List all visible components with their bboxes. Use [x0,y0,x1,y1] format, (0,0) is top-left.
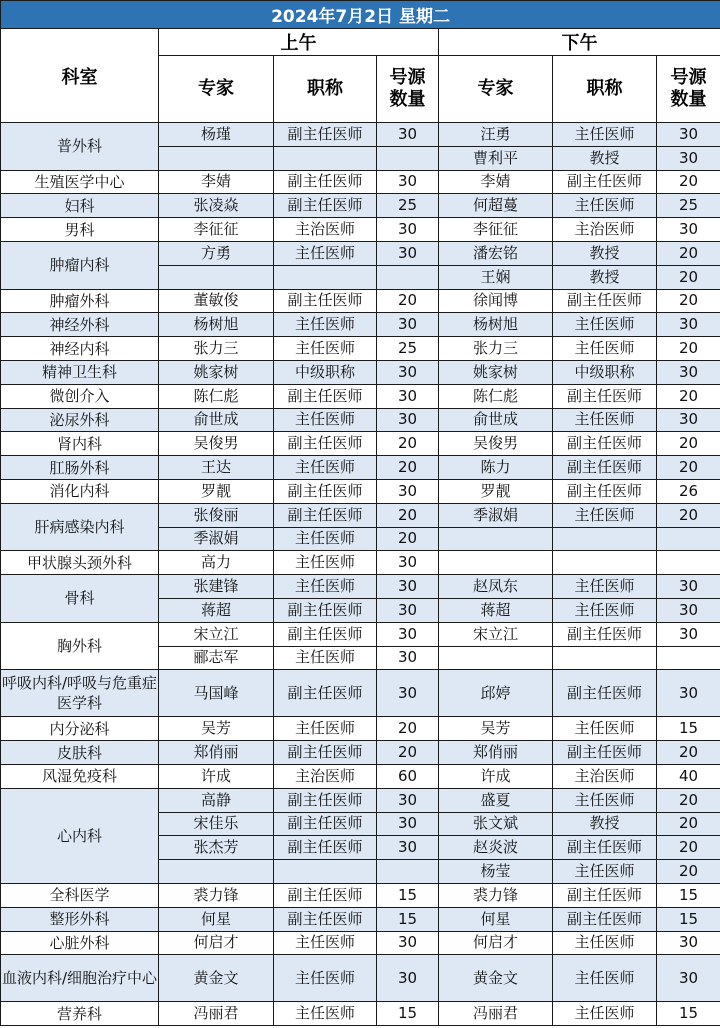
table-row [1,408,720,432]
pm-rank-cell: 副主任医师 [553,670,657,717]
department-cell: 风湿免疫科 [1,764,159,788]
am-rank-cell: 主任医师 [274,931,377,955]
am-quota-cell: 30 [377,360,439,384]
am-expert-cell: 何启才 [159,931,274,955]
pm-rank-cell: 副主任医师 [553,432,657,456]
am-expert-cell: 裘力锋 [159,883,274,907]
am-rank-cell: 副主任医师 [274,598,377,622]
pm-quota-cell: 30 [657,408,720,432]
department-cell: 甲状腺头颈外科 [1,551,159,575]
am-quota-cell: 30 [377,836,439,860]
am-quota-cell: 15 [377,883,439,907]
table-row [1,717,720,741]
am-expert-cell: 何星 [159,907,274,931]
pm-rank-cell: 主任医师 [553,717,657,741]
pm-rank-cell [553,551,657,575]
am-quota-cell [377,860,439,884]
am-quota-cell: 30 [377,646,439,670]
department-cell: 胸外科 [1,622,159,670]
department-cell: 肝病感染内科 [1,503,159,551]
pm-rank-cell: 主治医师 [553,764,657,788]
am-rank-cell: 副主任医师 [274,622,377,646]
table-row [1,503,720,527]
schedule-body [1,123,720,1026]
am-expert-cell: 吴芳 [159,717,274,741]
pm-expert-cell: 曹利平 [439,146,553,170]
am-quota-cell: 20 [377,527,439,551]
pm-expert-cell [439,551,553,575]
pm-expert-cell: 冯丽君 [439,1002,553,1026]
am-rank-cell: 主任医师 [274,717,377,741]
pm-quota-cell: 30 [657,598,720,622]
table-row [1,551,720,575]
table-row [1,289,720,313]
am-rank-cell: 副主任医师 [274,670,377,717]
pm-quota-cell: 20 [657,456,720,480]
department-cell: 心内科 [1,788,159,883]
department-cell: 泌尿外科 [1,408,159,432]
am-expert-cell: 许成 [159,764,274,788]
am-rank-cell [274,860,377,884]
pm-rank-cell [553,646,657,670]
am-quota-cell: 20 [377,741,439,765]
am-quota-cell: 20 [377,717,439,741]
am-quota-cell: 30 [377,170,439,194]
am-quota-cell: 30 [377,955,439,1002]
am-expert-cell: 马国峰 [159,670,274,717]
pm-rank-cell: 主任医师 [553,408,657,432]
pm-rank-cell: 主任医师 [553,575,657,599]
am-expert-cell: 蒋超 [159,598,274,622]
pm-rank-cell: 主任医师 [553,123,657,147]
pm-expert-cell: 罗靓 [439,479,553,503]
am-quota-cell [377,265,439,289]
am-rank-cell: 副主任医师 [274,289,377,313]
department-cell: 神经外科 [1,313,159,337]
am-quota-cell: 30 [377,479,439,503]
am-expert-cell: 张力三 [159,337,274,361]
pm-quota-cell: 20 [657,265,720,289]
pm-expert-cell: 吴芳 [439,717,553,741]
pm-quota-cell: 30 [657,955,720,1002]
am-quota-cell: 30 [377,241,439,265]
pm-expert-cell: 邱婷 [439,670,553,717]
am-rank-cell: 主任医师 [274,408,377,432]
department-cell: 生殖医学中心 [1,170,159,194]
header-afternoon: 下午 [439,29,720,56]
am-expert-cell: 张杰芳 [159,836,274,860]
am-expert-cell: 宋佳乐 [159,812,274,836]
pm-rank-cell: 教授 [553,146,657,170]
am-rank-cell: 副主任医师 [274,812,377,836]
pm-quota-cell: 20 [657,836,720,860]
am-rank-cell: 副主任医师 [274,836,377,860]
pm-expert-cell: 张力三 [439,337,553,361]
pm-quota-cell: 30 [657,123,720,147]
pm-expert-cell: 潘宏铭 [439,241,553,265]
pm-expert-cell: 陈仁彪 [439,384,553,408]
pm-expert-cell: 盛夏 [439,788,553,812]
pm-quota-cell: 20 [657,812,720,836]
pm-quota-cell [657,646,720,670]
header-pm-rank: 职称 [553,56,657,123]
am-expert-cell: 杨树旭 [159,313,274,337]
pm-expert-cell: 赵凤东 [439,575,553,599]
am-expert-cell: 宋立江 [159,622,274,646]
table-row [1,670,720,717]
header-am-quota: 号源 数量 [377,56,439,123]
pm-rank-cell: 主任医师 [553,931,657,955]
am-quota-cell: 15 [377,1002,439,1026]
pm-quota-cell: 20 [657,741,720,765]
pm-expert-cell: 李征征 [439,218,553,242]
department-cell: 男科 [1,218,159,242]
am-quota-cell: 60 [377,764,439,788]
department-cell: 普外科 [1,123,159,171]
am-rank-cell: 主任医师 [274,575,377,599]
am-rank-cell: 副主任医师 [274,788,377,812]
am-rank-cell [274,265,377,289]
am-expert-cell: 俞世成 [159,408,274,432]
am-rank-cell: 主任医师 [274,337,377,361]
pm-quota-cell: 30 [657,313,720,337]
am-rank-cell: 副主任医师 [274,170,377,194]
pm-rank-cell: 主治医师 [553,218,657,242]
table-row [1,741,720,765]
table-row [1,218,720,242]
am-rank-cell: 副主任医师 [274,503,377,527]
pm-quota-cell: 30 [657,360,720,384]
table-row [1,360,720,384]
pm-quota-cell: 15 [657,1002,720,1026]
am-expert-cell: 吴俊男 [159,432,274,456]
am-rank-cell: 主任医师 [274,527,377,551]
pm-expert-cell: 赵炎波 [439,836,553,860]
pm-rank-cell: 主任医师 [553,788,657,812]
am-rank-cell: 副主任医师 [274,479,377,503]
pm-rank-cell: 副主任医师 [553,907,657,931]
department-cell: 妇科 [1,194,159,218]
am-expert-cell: 季淑娟 [159,527,274,551]
am-expert-cell: 李征征 [159,218,274,242]
am-expert-cell: 张凌焱 [159,194,274,218]
pm-rank-cell: 主任医师 [553,313,657,337]
am-expert-cell [159,860,274,884]
pm-rank-cell: 教授 [553,241,657,265]
am-rank-cell: 副主任医师 [274,883,377,907]
department-cell: 肾内科 [1,432,159,456]
department-cell: 神经内科 [1,337,159,361]
department-cell: 消化内科 [1,479,159,503]
pm-quota-cell: 20 [657,384,720,408]
table-row [1,241,720,265]
am-expert-cell: 王达 [159,456,274,480]
am-quota-cell: 30 [377,812,439,836]
pm-quota-cell: 20 [657,788,720,812]
am-expert-cell [159,265,274,289]
am-quota-cell: 30 [377,622,439,646]
am-rank-cell: 副主任医师 [274,194,377,218]
pm-quota-cell: 20 [657,432,720,456]
department-cell: 皮肤科 [1,741,159,765]
pm-quota-cell: 30 [657,575,720,599]
am-rank-cell: 主任医师 [274,1002,377,1026]
pm-expert-cell: 陈力 [439,456,553,480]
pm-expert-cell: 裘力锋 [439,883,553,907]
pm-rank-cell: 主任医师 [553,503,657,527]
am-expert-cell: 张俊丽 [159,503,274,527]
pm-rank-cell: 副主任医师 [553,622,657,646]
am-expert-cell [159,146,274,170]
am-expert-cell: 陈仁彪 [159,384,274,408]
pm-expert-cell: 蒋超 [439,598,553,622]
am-quota-cell: 30 [377,931,439,955]
table-row [1,1002,720,1026]
department-cell: 呼吸内科/呼吸与危重症医学科 [1,670,159,717]
am-rank-cell: 副主任医师 [274,741,377,765]
am-quota-cell: 20 [377,456,439,480]
am-expert-cell: 罗靓 [159,479,274,503]
pm-rank-cell: 副主任医师 [553,883,657,907]
header-am-expert: 专家 [159,56,274,123]
table-row [1,432,720,456]
header-pm-quota: 号源 数量 [657,56,720,123]
pm-quota-cell: 30 [657,218,720,242]
table-row [1,764,720,788]
pm-expert-cell: 何超蔓 [439,194,553,218]
am-quota-cell: 20 [377,503,439,527]
am-rank-cell: 主任医师 [274,456,377,480]
department-cell: 血液内科/细胞治疗中心 [1,955,159,1002]
am-expert-cell: 董敏俊 [159,289,274,313]
pm-quota-cell [657,527,720,551]
pm-expert-cell: 许成 [439,764,553,788]
table-row [1,955,720,1002]
am-expert-cell: 姚家树 [159,360,274,384]
am-quota-cell: 30 [377,123,439,147]
pm-quota-cell: 40 [657,764,720,788]
am-rank-cell: 主任医师 [274,241,377,265]
pm-expert-cell: 何星 [439,907,553,931]
table-row [1,313,720,337]
pm-quota-cell: 20 [657,503,720,527]
pm-expert-cell: 李婧 [439,170,553,194]
am-rank-cell: 中级职称 [274,360,377,384]
am-rank-cell: 主任医师 [274,551,377,575]
am-rank-cell: 主任医师 [274,955,377,1002]
pm-expert-cell: 徐闻博 [439,289,553,313]
pm-rank-cell: 副主任医师 [553,479,657,503]
department-cell: 精神卫生科 [1,360,159,384]
table-row [1,575,720,599]
am-rank-cell: 副主任医师 [274,384,377,408]
table-row [1,788,720,812]
pm-expert-cell: 宋立江 [439,622,553,646]
department-cell: 整形外科 [1,907,159,931]
pm-rank-cell: 副主任医师 [553,384,657,408]
am-rank-cell: 副主任医师 [274,123,377,147]
pm-rank-cell: 副主任医师 [553,836,657,860]
pm-expert-cell: 季淑娟 [439,503,553,527]
pm-rank-cell: 副主任医师 [553,741,657,765]
am-rank-cell: 副主任医师 [274,907,377,931]
header-morning: 上午 [159,29,439,56]
pm-rank-cell: 副主任医师 [553,289,657,313]
table-row [1,931,720,955]
am-expert-cell: 杨瑾 [159,123,274,147]
am-quota-cell: 30 [377,598,439,622]
am-quota-cell: 30 [377,218,439,242]
pm-quota-cell: 26 [657,479,720,503]
pm-expert-cell: 吴俊男 [439,432,553,456]
pm-expert-cell: 汪勇 [439,123,553,147]
am-quota-cell: 30 [377,384,439,408]
am-rank-cell: 主治医师 [274,218,377,242]
department-cell: 微创介入 [1,384,159,408]
department-cell: 营养科 [1,1002,159,1026]
pm-rank-cell: 教授 [553,265,657,289]
pm-expert-cell [439,527,553,551]
am-rank-cell [274,146,377,170]
am-rank-cell: 主任医师 [274,646,377,670]
am-quota-cell: 15 [377,907,439,931]
am-quota-cell: 25 [377,337,439,361]
pm-quota-cell [657,551,720,575]
table-row [1,194,720,218]
table-row [1,123,720,147]
department-cell: 内分泌科 [1,717,159,741]
department-cell: 肿瘤外科 [1,289,159,313]
am-rank-cell: 副主任医师 [274,432,377,456]
pm-quota-cell: 25 [657,194,720,218]
pm-rank-cell: 主任医师 [553,1002,657,1026]
table-row [1,456,720,480]
am-quota-cell: 30 [377,551,439,575]
am-expert-cell: 高力 [159,551,274,575]
pm-quota-cell: 15 [657,883,720,907]
am-expert-cell: 张建锋 [159,575,274,599]
pm-expert-cell: 张文斌 [439,812,553,836]
am-expert-cell: 冯丽君 [159,1002,274,1026]
pm-expert-cell: 姚家树 [439,360,553,384]
table-row [1,622,720,646]
pm-quota-cell: 20 [657,860,720,884]
am-expert-cell: 郑俏丽 [159,741,274,765]
table-row [1,170,720,194]
page-title: 2024年7月2日 星期二 [1,1,720,29]
pm-expert-cell: 俞世成 [439,408,553,432]
pm-expert-cell: 王娴 [439,265,553,289]
am-quota-cell: 30 [377,408,439,432]
pm-expert-cell: 何启才 [439,931,553,955]
pm-quota-cell: 20 [657,241,720,265]
pm-quota-cell: 20 [657,289,720,313]
pm-rank-cell: 主任医师 [553,598,657,622]
pm-quota-cell: 30 [657,670,720,717]
department-cell: 肿瘤内科 [1,241,159,289]
am-expert-cell: 李婧 [159,170,274,194]
pm-expert-cell [439,646,553,670]
am-quota-cell [377,146,439,170]
pm-rank-cell: 主任医师 [553,860,657,884]
am-expert-cell: 郦志军 [159,646,274,670]
am-quota-cell: 30 [377,575,439,599]
am-quota-cell: 30 [377,670,439,717]
am-quota-cell: 20 [377,289,439,313]
pm-expert-cell: 黄金文 [439,955,553,1002]
pm-rank-cell: 中级职称 [553,360,657,384]
header-am-rank: 职称 [274,56,377,123]
pm-quota-cell: 30 [657,622,720,646]
pm-quota-cell: 15 [657,717,720,741]
department-cell: 全科医学 [1,883,159,907]
pm-rank-cell [553,527,657,551]
department-cell: 肛肠外科 [1,456,159,480]
table-row [1,883,720,907]
pm-rank-cell: 主任医师 [553,194,657,218]
am-rank-cell: 主任医师 [274,313,377,337]
am-expert-cell: 方勇 [159,241,274,265]
am-quota-cell: 25 [377,194,439,218]
pm-expert-cell: 杨树旭 [439,313,553,337]
pm-quota-cell: 30 [657,931,720,955]
pm-rank-cell: 教授 [553,812,657,836]
am-expert-cell: 高静 [159,788,274,812]
pm-rank-cell: 主任医师 [553,337,657,361]
department-cell: 骨科 [1,575,159,623]
pm-rank-cell: 主任医师 [553,955,657,1002]
header-department: 科室 [1,29,159,123]
am-quota-cell: 20 [377,432,439,456]
pm-expert-cell: 杨莹 [439,860,553,884]
department-cell: 心脏外科 [1,931,159,955]
am-quota-cell: 30 [377,788,439,812]
pm-quota-cell: 20 [657,337,720,361]
table-row [1,479,720,503]
pm-expert-cell: 郑俏丽 [439,741,553,765]
pm-rank-cell: 副主任医师 [553,456,657,480]
pm-quota-cell: 20 [657,170,720,194]
am-expert-cell: 黄金文 [159,955,274,1002]
pm-quota-cell: 30 [657,146,720,170]
header-pm-expert: 专家 [439,56,553,123]
table-row [1,384,720,408]
pm-rank-cell: 副主任医师 [553,170,657,194]
am-quota-cell: 30 [377,313,439,337]
table-row [1,907,720,931]
pm-quota-cell: 15 [657,907,720,931]
table-row [1,337,720,361]
am-rank-cell: 主治医师 [274,764,377,788]
